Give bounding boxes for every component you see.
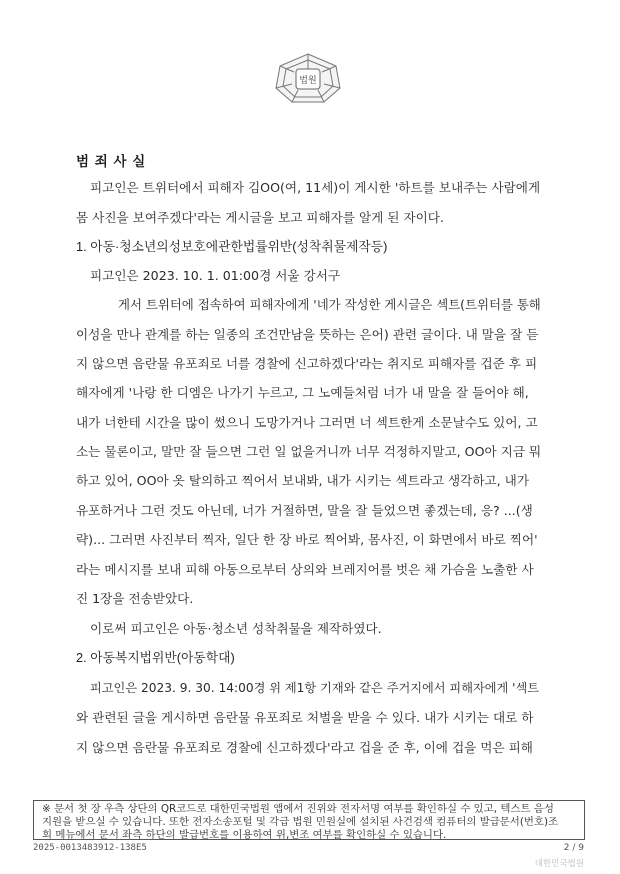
text-line: 몸 사진을 보여주겠다'라는 게시글을 보고 피해자를 알게 된 자이다.: [76, 210, 444, 225]
text-line: 게서 트위터에 접속하여 피해자에게 '네가 작성한 게시글은 섹트(트위터를 통해: [118, 297, 541, 312]
text-line: 와 관련된 글을 게시하면 음란물 유포죄로 처벌을 받을 수 있다. 내가 시키는 대로 하: [76, 710, 534, 725]
text-line: 유포하거나 그런 것도 아닌데, 너가 거절하면, 말을 잘 들었으면 좋겠는데, 응? ...(생: [76, 503, 533, 518]
notice-line: 지원을 받으실 수 있습니다. 또한 전자소송포털 및 각급 법원 민원실에 설치된 사건검색 컴퓨터의 발급문서(번호)조: [42, 816, 559, 828]
notice-line: ※ 문서 첫 장 우측 상단의 QR코드로 대한민국법원 앱에서 진위와 전자서명 여부를 확인하실 수 있고, 텍스트 음성: [42, 803, 554, 815]
notice-line: 회 메뉴에서 문서 좌측 하단의 발급번호를 이용하여 위,변조 여부를 확인하실 수 있습니다.: [42, 829, 447, 841]
text-line: 이로써 피고인은 아동·청소년 성착취물을 제작하였다.: [90, 621, 382, 636]
text-line: 이성을 만나 관계를 하는 일종의 조건만남을 뜻하는 은어) 관련 글이다. 내 말을 잘 듣: [76, 327, 539, 342]
text-line: 략)... 그러면 사진부터 찍자, 일단 한 장 바로 찍어봐, 몸사진, 이 화면에서 바로 찍어': [76, 532, 538, 547]
text-line: 피고인은 2023. 10. 1. 01:00경 서울 강서구: [90, 268, 341, 283]
subsection-title-2: 2. 아동복지법위반(아동학대): [76, 650, 235, 665]
emblem-label: 법원: [299, 76, 317, 86]
text-line: 지 않으면 음란물 유포죄로 너를 경찰에 신고하겠다'라는 취지로 피해자를 겁준 후 피: [76, 356, 538, 371]
text-line: 하고 있어, OO아 옷 탈의하고 찍어서 보내봐, 내가 시키는 섹트라고 생각하고, 내가: [76, 473, 530, 488]
text-line: 피고인은 2023. 9. 30. 14:00경 위 제1항 기재와 같은 주거지에서 피해자에게 '섹트: [90, 681, 540, 695]
text-line: 피고인은 트위터에서 피해자 김OO(여, 11세)이 게시한 '하트를 보내주는 사람에게: [90, 180, 541, 195]
issuer-label: 대한민국법원: [534, 859, 584, 869]
text-line: 내가 너한테 시간을 많이 썼으니 도망가거나 그러면 너 섹트한게 소문날수도 있어, 고: [76, 415, 538, 430]
verification-notice-box: [33, 800, 585, 840]
subsection-title-1: 1. 아동·청소년의성보호에관한법률위반(성착취물제작등): [76, 239, 388, 254]
issuance-number: 2025-0013483912-138E5: [33, 843, 147, 853]
text-line: 소는 물론이고, 말만 잘 들으면 그런 일 없을거니까 너무 걱정하지말고, OO아 지금 뭐: [76, 444, 542, 459]
text-line: 라는 메시지를 보내 피해 아동으로부터 상의와 브레지어를 벗은 채 가슴을 노출한 사: [76, 562, 534, 577]
page-number: 2 / 9: [563, 843, 584, 853]
text-line: 지 않으면 음란물 유포죄로 경찰에 신고하겠다'라고 겁을 준 후, 이에 겁을 먹은 피해: [76, 740, 533, 755]
court-emblem-icon: [272, 52, 344, 104]
text-line: 해자에게 '나랑 한 디엠은 나가기 누르고, 그 노예들처럼 너가 내 말을 잘 들어야 해,: [76, 385, 529, 400]
text-line: 진 1장을 전송받았다.: [76, 591, 194, 606]
section-heading: 범 죄 사 실: [76, 154, 146, 170]
